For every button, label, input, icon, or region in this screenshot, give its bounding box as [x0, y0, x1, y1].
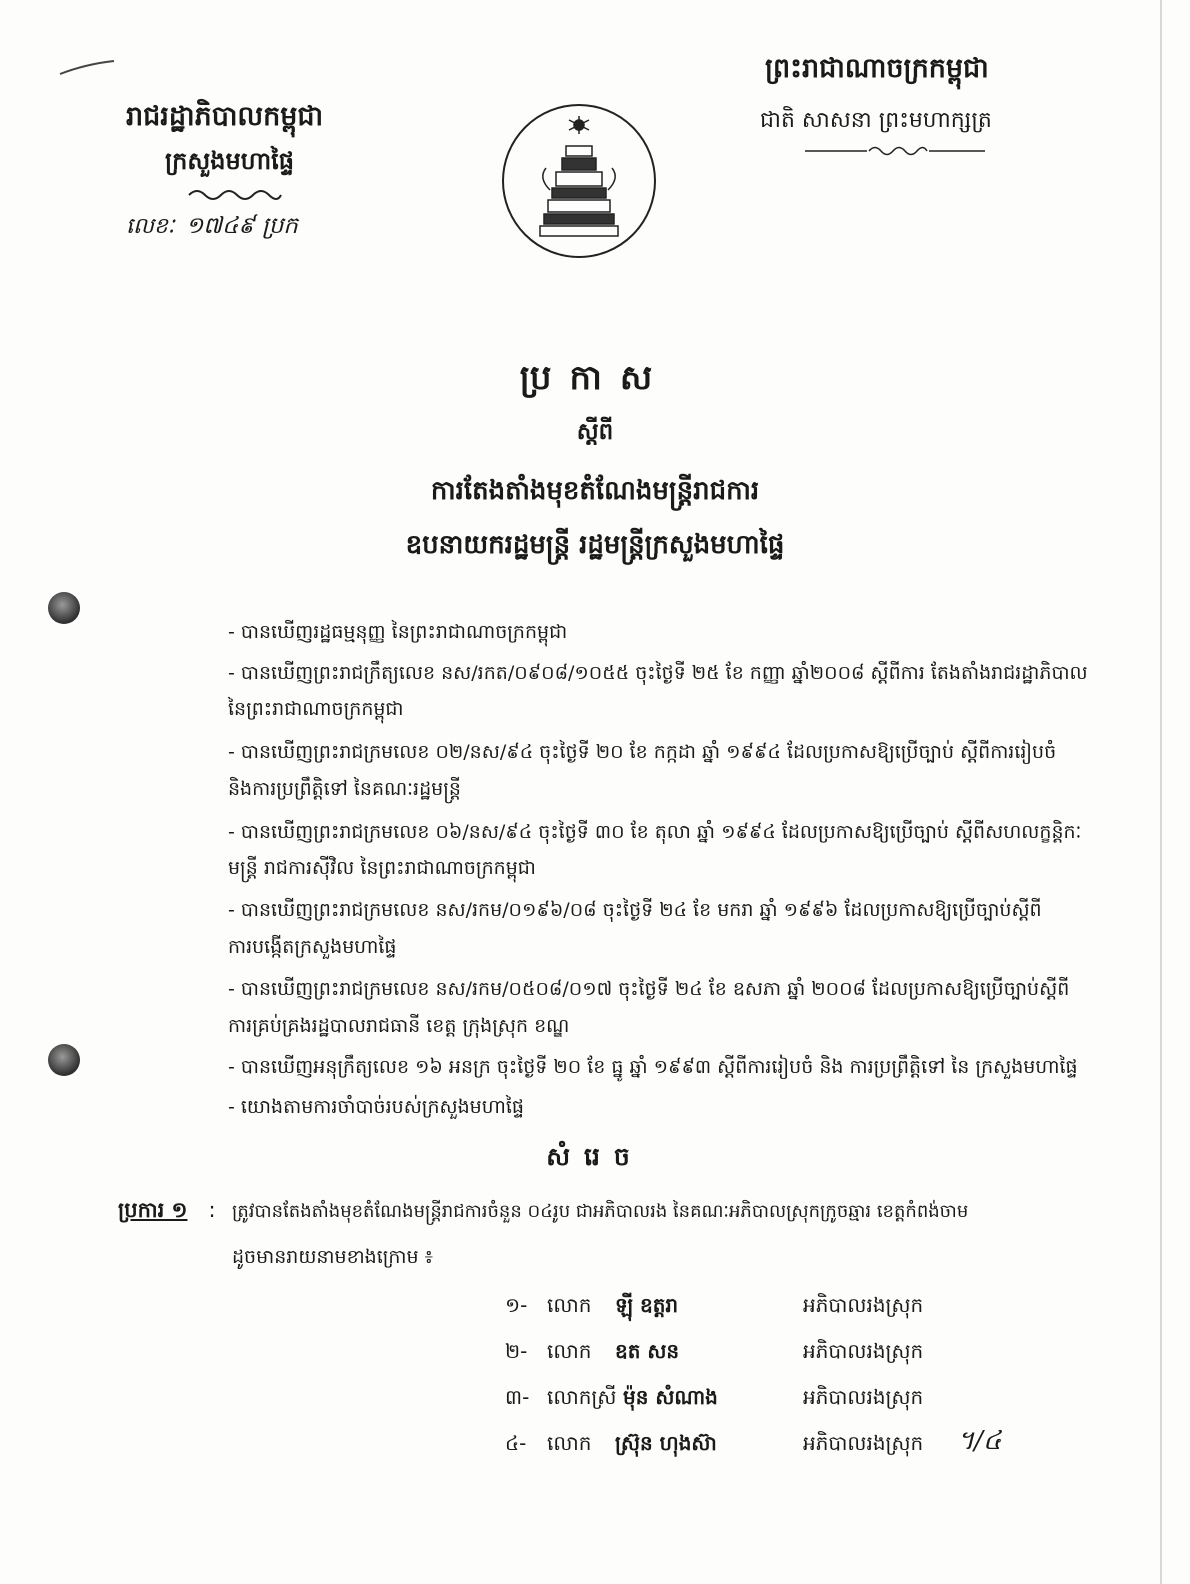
national-motto: ជាតិ សាសនា ព្រះមហាក្សត្រ: [760, 108, 992, 133]
kingdom-name: ព្រះរាជាណាចក្រកម្ពុជា: [765, 53, 989, 84]
appointee-number: ៣-: [505, 1385, 530, 1409]
royal-emblem-icon: [504, 106, 654, 256]
royal-emblem-seal: [502, 104, 656, 258]
article-text-line-2: ដូចមានរាយនាមខាងក្រោម ៖: [232, 1246, 433, 1268]
appointee-name: ឧត សន: [615, 1339, 680, 1363]
appointee-list: [505, 1292, 1065, 1476]
subject-line-2: ឧបនាយករដ្ឋមន្ត្រី រដ្ឋមន្ត្រីក្រសួងមហាផ្ទៃ: [405, 530, 785, 560]
preamble-line: និងការប្រព្រឹត្តិទៅ នៃគណៈរដ្ឋមន្ត្រី: [228, 778, 461, 800]
subject-line-1: ការតែងតាំងមុខតំណែងមន្ត្រីរាជការ: [430, 476, 760, 506]
government-name: រាជរដ្ឋាភិបាលកម្ពុជា: [126, 101, 324, 132]
appointee-title: លោក: [547, 1293, 592, 1317]
appointee-title: លោក: [547, 1339, 592, 1363]
ministry-name: ក្រសួងមហាផ្ទៃ: [165, 147, 295, 175]
number-label: លេខៈ: [126, 214, 175, 239]
appointee-number: ២-: [505, 1339, 528, 1363]
appointee-number: ១-: [505, 1293, 528, 1317]
preamble-line: - បានឃើញព្រះរាជក្រមលេខ ០២/នស/៩៤ ចុះថ្ងៃទី ២០ ខែ កក្កដា ឆ្នាំ ១៩៩៤ ដែលប្រកាសឱ្យប្រើច្បាប់ ស្តីពីការរៀបចំ: [228, 741, 1057, 763]
preamble-line: - បានឃើញព្រះរាជក្រមលេខ ០៦/នស/៩៤ ចុះថ្ងៃទី ៣០ ខែ តុលា ឆ្នាំ ១៩៩៤ ដែលប្រកាសឱ្យប្រើច្បាប់ ស្តីពីសហលក្ខន្តិកៈ: [228, 821, 1082, 843]
scan-edge-line: [1160, 0, 1162, 1584]
preamble-line: - យោងតាមការចាំបាច់របស់ក្រសួងមហាផ្ទៃ: [228, 1096, 524, 1118]
appointee-position: អភិបាលរងស្រុក: [803, 1293, 924, 1317]
appointee-title: លោក: [547, 1431, 592, 1455]
ornament-divider-left: [185, 186, 285, 202]
article-label-text: ប្រការ ១: [118, 1198, 188, 1222]
pen-stroke-mark: [58, 58, 118, 78]
preamble-line: - បានឃើញអនុក្រឹត្យលេខ ១៦ អនក្រ ចុះថ្ងៃទី ២០ ខែ ធ្នូ ឆ្នាំ ១៩៩៣ ស្តីពីការរៀបចំ និង ការប្រព្រឹត្តិទៅ នៃ ក្រសួងមហាផ្ទៃ: [228, 1056, 1078, 1078]
appointee-row: [505, 1338, 1065, 1384]
appointee-name: ម៉ុន សំណាង: [623, 1385, 718, 1409]
preamble-line: មន្ត្រី រាជការស៊ីវិល នៃព្រះរាជាណាចក្រកម្ពុជា: [228, 857, 536, 879]
appointee-number: ៤-: [505, 1431, 527, 1455]
page-mark: ។/៤: [957, 1426, 1002, 1456]
appointee-row: [505, 1292, 1065, 1338]
preamble-line: - បានឃើញព្រះរាជក្រមលេខ នស/រកម/០១៩៦/០៨ ចុះថ្ងៃទី ២៤ ខែ មករា ឆ្នាំ ១៩៩៦ ដែលប្រកាសឱ្យប្រើច្បាប់ស្តីពី: [228, 899, 1042, 921]
appointee-name: ឡ៉ី ឧត្តរា: [615, 1293, 679, 1317]
article-text-line-1: ត្រូវបានតែងតាំងមុខតំណែងមន្ត្រីរាជការចំនួន ០៤រូប ជាអភិបាលរង នៃគណៈអភិបាលស្រុកក្រូចឆ្មារ ខេត្តកំពង់ចាម: [232, 1201, 969, 1222]
appointee-position: អភិបាលរងស្រុក: [803, 1431, 924, 1455]
about-label: ស្តីពី: [576, 419, 614, 445]
document-number: [126, 212, 298, 245]
appointee-title: លោកស្រី: [547, 1385, 617, 1409]
preamble-line: - បានឃើញព្រះរាជក្រមលេខ នស/រកម/០៥០៨/០១៧ ចុះថ្ងៃទី ២៤ ខែ ឧសភា ឆ្នាំ ២០០៨ ដែលប្រកាសឱ្យប្រើច្បាប់ស្តីពី: [228, 978, 1070, 1000]
preamble-line: - បានឃើញរដ្ឋធម្មនុញ្ញ នៃព្រះរាជាណាចក្រកម្ពុជា: [228, 621, 568, 643]
article-colon: :: [208, 1198, 216, 1222]
appointee-position: អភិបាលរងស្រុក: [803, 1385, 924, 1409]
appointee-position: អភិបាលរងស្រុក: [803, 1339, 924, 1363]
number-value: ១៧៤៩ ប្រក: [185, 213, 298, 239]
ornament-divider-right: [805, 144, 985, 158]
preamble-line: ការគ្រប់គ្រងរដ្ឋបាលរាជធានី ខេត្ត ក្រុងស្រុក ខណ្ឌ: [228, 1015, 570, 1037]
preamble-line: នៃព្រះរាជាណាចក្រកម្ពុជា: [228, 698, 404, 720]
appointee-row: [505, 1426, 1065, 1476]
preamble-line: - បានឃើញព្រះរាជក្រឹត្យលេខ នស/រកត/០៩០៨/១០៥៥ ចុះថ្ងៃទី ២៥ ខែ កញ្ញា ឆ្នាំ២០០៨ ស្តីពីការ តែងតាំងរាជរដ្ឋាភិបាល: [228, 662, 1088, 684]
article-label: [118, 1197, 216, 1228]
appointee-name: ស្រ៊ុន ហុងស៊ា: [615, 1431, 717, 1455]
decision-heading: សំរេច: [546, 1142, 644, 1171]
punch-hole-top: [48, 592, 80, 624]
preamble-line: ការបង្កើតក្រសួងមហាផ្ទៃ: [228, 936, 397, 958]
punch-hole-bottom: [48, 1044, 80, 1076]
document-type-title: ប្រកាស: [519, 358, 671, 398]
